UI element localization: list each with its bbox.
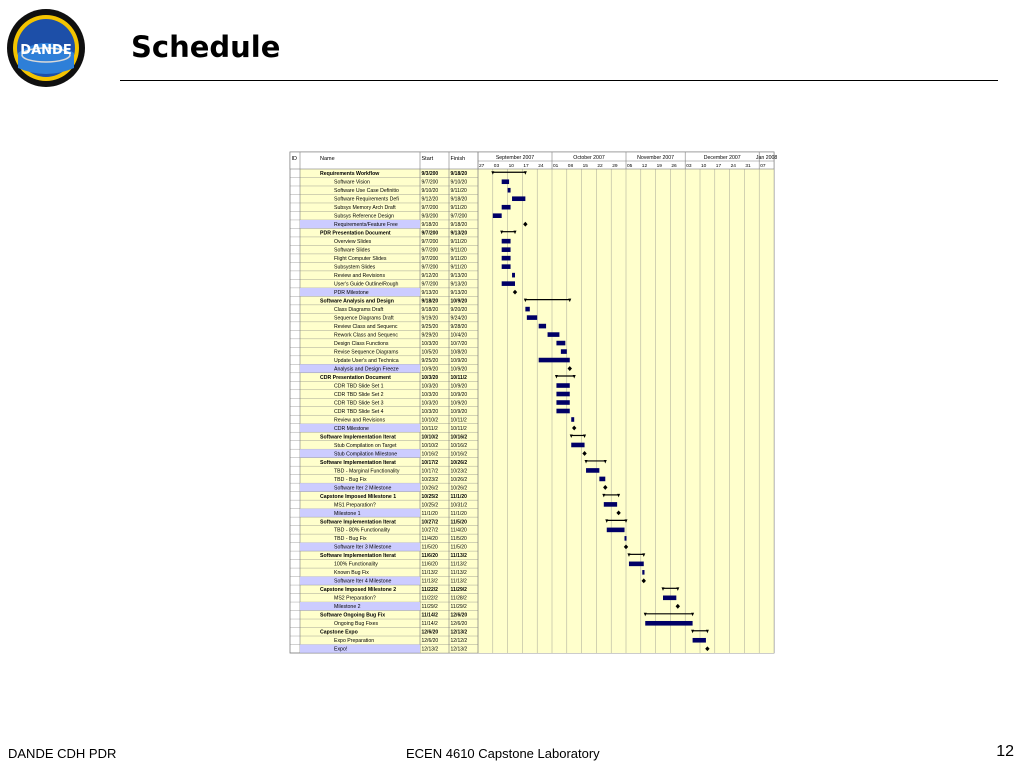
task-bar	[561, 349, 567, 354]
task-finish: 9/11/20	[450, 239, 467, 246]
task-name: Software Implementation Iterat	[320, 434, 396, 441]
task-start: 11/1/20	[421, 510, 438, 517]
task-start: 10/26/2	[421, 485, 439, 492]
task-finish: 11/13/2	[450, 553, 467, 560]
title-divider	[120, 80, 998, 81]
slide-title: Schedule	[131, 30, 281, 64]
task-bar	[556, 341, 565, 346]
task-start: 11/6/20	[421, 561, 438, 568]
task-name: MS2 Preparation?	[334, 595, 376, 602]
task-bar	[645, 621, 692, 626]
task-start: 10/27/2	[421, 527, 439, 534]
task-finish: 11/5/20	[450, 544, 467, 551]
task-bar	[693, 638, 706, 643]
task-name: CDR TBD Slide Set 2	[334, 391, 384, 398]
task-finish: 12/6/20	[450, 621, 468, 628]
task-finish: 10/23/2	[450, 468, 468, 475]
task-finish: 10/9/20	[450, 408, 468, 415]
task-start: 9/18/20	[421, 298, 439, 305]
task-start: 9/7/200	[421, 179, 439, 186]
task-name: Revise Sequence Diagrams	[334, 349, 399, 356]
task-name: Software Requirements Defi	[334, 196, 399, 203]
gantt-chart	[290, 152, 778, 653]
task-name: Subsys Reference Design	[334, 213, 394, 220]
task-start: 9/19/20	[421, 315, 439, 322]
footer-lab-name: ECEN 4610 Capstone Laboratory	[406, 746, 600, 761]
task-finish: 12/13/2	[450, 629, 468, 636]
task-finish: 11/28/2	[450, 595, 467, 602]
task-finish: 9/13/20	[450, 289, 468, 296]
task-bar	[556, 400, 569, 405]
task-finish: 10/11/2	[450, 425, 467, 432]
task-finish: 10/9/20	[450, 391, 468, 398]
task-finish: 9/10/20	[450, 179, 468, 186]
task-start: 12/6/20	[421, 638, 439, 645]
task-name: CDR Milestone	[334, 425, 369, 432]
task-start: 10/23/2	[421, 476, 439, 483]
task-name: Review and Revisions	[334, 273, 386, 280]
task-name: Review and Revisions	[334, 417, 386, 424]
task-finish: 12/6/20	[450, 612, 468, 619]
task-start: 11/14/2	[421, 621, 438, 628]
task-bar	[508, 188, 511, 193]
task-bar	[527, 315, 537, 320]
week-label: 03	[493, 164, 500, 169]
task-finish: 9/11/20	[450, 247, 467, 254]
task-finish: 9/24/20	[450, 315, 468, 322]
task-start: 9/13/20	[421, 289, 439, 296]
task-name: Software Implementation Iterat	[320, 553, 396, 560]
task-start: 11/4/20	[421, 536, 438, 543]
task-start: 9/29/20	[421, 332, 439, 339]
task-finish: 11/4/20	[450, 527, 467, 534]
task-finish: 10/8/20	[450, 349, 468, 356]
task-start: 10/25/2	[421, 493, 439, 500]
month-label: December 2007	[703, 155, 741, 161]
task-finish: 9/13/20	[450, 281, 468, 288]
task-name: Milestone 2	[334, 604, 361, 611]
task-finish: 10/9/20	[450, 298, 468, 305]
task-finish: 9/11/20	[450, 256, 467, 263]
task-start: 9/3/200	[421, 213, 439, 220]
task-finish: 11/5/20	[450, 536, 467, 543]
task-finish: 9/18/20	[450, 222, 468, 229]
task-finish: 9/20/20	[450, 306, 468, 313]
task-finish: 10/16/2	[450, 451, 468, 458]
week-label: 24	[730, 164, 736, 169]
task-name: Subsystem Slides	[334, 264, 376, 271]
task-bar	[502, 281, 515, 286]
task-bar	[571, 417, 574, 422]
task-name: Sequence Diagrams Draft	[334, 315, 394, 322]
task-start: 11/22/2	[421, 595, 438, 602]
task-bar	[586, 468, 599, 473]
task-start: 9/25/20	[421, 357, 439, 364]
task-bar	[599, 477, 605, 482]
week-label: 27	[479, 164, 485, 169]
task-start: 11/29/2	[421, 604, 438, 611]
task-start: 10/17/2	[421, 459, 439, 466]
task-bar	[625, 536, 627, 541]
task-bar	[642, 570, 644, 575]
task-start: 9/3/200	[421, 171, 439, 178]
task-name: TBD - 80% Functionality	[334, 527, 390, 534]
task-start: 9/18/20	[421, 306, 439, 313]
task-finish: 12/13/2	[450, 646, 468, 653]
logo-text: DANDE	[20, 43, 72, 58]
task-name: Design Class Functions	[334, 340, 389, 347]
task-finish: 9/11/20	[450, 205, 467, 212]
task-start: 11/22/2	[421, 587, 438, 594]
task-start: 11/6/20	[421, 553, 438, 560]
header-id: ID	[291, 156, 297, 162]
task-name: CDR TBD Slide Set 1	[334, 383, 384, 390]
task-bar	[512, 273, 515, 278]
task-name: Software Use Case Definitio	[334, 188, 399, 195]
task-start: 9/18/20	[421, 222, 439, 229]
week-label: 17	[523, 164, 529, 169]
task-name: Milestone 1	[334, 510, 361, 517]
row-highlight	[300, 645, 420, 653]
task-bar	[493, 213, 502, 218]
task-start: 10/3/20	[421, 400, 439, 407]
task-finish: 10/31/2	[450, 502, 468, 509]
week-label: 12	[641, 164, 648, 169]
task-name: Overview Slides	[334, 239, 372, 246]
task-start: 10/5/20	[421, 349, 439, 356]
week-label: 24	[538, 164, 544, 169]
task-name: Ongoing Bug Fixes	[334, 621, 379, 628]
week-label: 22	[597, 164, 603, 169]
task-bar	[502, 256, 511, 261]
task-name: Flight Computer Slides	[334, 256, 387, 263]
task-start: 9/25/20	[421, 323, 439, 330]
task-start: 10/9/20	[421, 366, 439, 373]
task-name: Analysis and Design Freeze	[334, 366, 399, 373]
task-finish: 11/5/20	[450, 519, 467, 526]
week-label: 01	[553, 164, 559, 169]
week-label: 07	[760, 164, 766, 169]
task-finish: 9/11/20	[450, 188, 467, 195]
task-start: 10/27/2	[421, 519, 439, 526]
task-name: MS1 Preparation?	[334, 502, 376, 509]
task-start: 10/16/2	[421, 451, 439, 458]
month-label: November 2007	[637, 155, 675, 161]
task-start: 11/5/20	[421, 544, 438, 551]
task-finish: 11/29/2	[450, 604, 467, 611]
task-name: Software Slides	[334, 247, 371, 254]
task-name: Subsys Memory Arch Draft	[334, 205, 396, 212]
task-finish: 10/16/2	[450, 434, 468, 441]
task-finish: 10/7/20	[450, 340, 468, 347]
task-name: Software Analysis and Design	[320, 298, 394, 305]
task-name: CDR TBD Slide Set 4	[334, 408, 384, 415]
week-label: 15	[582, 164, 588, 169]
task-name: TBD - Bug Fix	[334, 476, 367, 483]
task-name: Requirements Workflow	[320, 171, 380, 178]
task-name: Software Vision	[334, 179, 370, 186]
task-bar	[663, 596, 676, 601]
task-start: 9/12/20	[421, 196, 439, 203]
task-finish: 9/13/20	[450, 273, 468, 280]
task-name: TBD - Marginal Functionality	[334, 468, 400, 475]
task-finish: 9/28/20	[450, 323, 468, 330]
week-label: 31	[745, 164, 751, 169]
task-finish: 9/18/20	[450, 196, 468, 203]
task-start: 9/7/200	[421, 239, 439, 246]
task-start: 10/3/20	[421, 374, 439, 381]
task-start: 9/7/200	[421, 247, 439, 254]
task-name: TBD - Bug Fix	[334, 536, 367, 543]
month-label: October 2007	[573, 155, 605, 161]
task-start: 10/3/20	[421, 391, 439, 398]
month-label: September 2007	[495, 155, 535, 161]
task-bar	[556, 409, 569, 414]
task-start: 12/13/2	[421, 646, 439, 653]
task-finish: 10/9/20	[450, 357, 468, 364]
task-bar	[548, 332, 560, 337]
task-start: 9/10/20	[421, 188, 439, 195]
week-label: 10	[508, 164, 514, 169]
task-finish: 10/4/20	[450, 332, 468, 339]
task-name: Requirements/Feature Free	[334, 222, 398, 229]
task-finish: 9/18/20	[450, 171, 468, 178]
task-name: Review Class and Sequenc	[334, 323, 398, 330]
task-name: Expo!	[334, 646, 348, 653]
task-finish: 10/11/2	[450, 374, 467, 381]
task-start: 11/13/2	[421, 578, 438, 585]
task-name: PDR Milestone	[334, 289, 369, 296]
task-finish: 10/26/2	[450, 476, 468, 483]
task-start: 10/3/20	[421, 383, 439, 390]
task-start: 10/25/2	[421, 502, 439, 509]
task-finish: 11/13/2	[450, 578, 467, 585]
task-start: 10/3/20	[421, 408, 439, 415]
task-bar	[502, 239, 511, 244]
task-bar	[502, 247, 511, 252]
task-bar	[629, 562, 644, 567]
page-number: 12	[996, 743, 1014, 760]
task-start: 10/3/20	[421, 340, 439, 347]
task-finish: 10/16/2	[450, 442, 468, 449]
task-name: Software Implementation Iterat	[320, 519, 396, 526]
week-label: 03	[686, 164, 692, 169]
task-start: 9/7/200	[421, 230, 439, 237]
task-start: 10/17/2	[421, 468, 439, 475]
task-finish: 9/7/200	[450, 213, 468, 220]
task-name: Software Iter 3 Milestone	[334, 544, 392, 551]
task-bar	[502, 264, 511, 269]
task-bar	[607, 528, 625, 533]
task-name: Update User's and Technica	[334, 357, 399, 364]
week-label: 10	[701, 164, 707, 169]
task-finish: 10/9/20	[450, 366, 468, 373]
task-name: Capstone Expo	[320, 629, 358, 636]
task-start: 9/7/200	[421, 264, 439, 271]
task-finish: 10/26/2	[450, 485, 468, 492]
task-start: 12/6/20	[421, 629, 439, 636]
week-label: 26	[671, 164, 677, 169]
task-bar	[556, 392, 569, 397]
header-start: Start	[421, 156, 434, 162]
task-name: Class Diagrams Draft	[334, 306, 384, 313]
task-bar	[539, 324, 546, 329]
task-finish: 10/9/20	[450, 400, 468, 407]
task-start: 9/7/200	[421, 205, 439, 212]
task-finish: 10/26/2	[450, 459, 468, 466]
task-finish: 12/12/2	[450, 638, 468, 645]
task-start: 11/14/2	[421, 612, 438, 619]
task-name: CDR Presentation Document	[320, 374, 391, 381]
week-label: 29	[612, 164, 618, 169]
task-name: PDR Presentation Document	[320, 230, 391, 237]
footer-course-title: DANDE CDH PDR	[8, 746, 117, 761]
task-bar	[502, 179, 509, 184]
task-start: 11/13/2	[421, 570, 438, 577]
task-finish: 9/13/20	[450, 230, 468, 237]
task-finish: 10/9/20	[450, 383, 468, 390]
week-label: 17	[715, 164, 722, 169]
task-name: 100% Functionality	[334, 561, 378, 568]
task-bar	[604, 502, 617, 507]
task-finish: 11/1/20	[450, 510, 467, 517]
task-finish: 11/29/2	[450, 587, 467, 594]
task-bar	[556, 383, 569, 388]
task-name: Expo Preparation	[334, 638, 375, 645]
task-finish: 11/1/20	[450, 493, 467, 500]
dande-logo-icon	[6, 8, 86, 88]
header-finish: Finish	[450, 156, 466, 162]
month-label: Jan 2008	[755, 155, 778, 161]
task-bar	[502, 205, 511, 210]
task-name: Stub Compilation Milestone	[334, 451, 398, 458]
task-name: Known Bug Fix	[334, 570, 369, 577]
task-name: Rework Class and Sequenc	[334, 332, 399, 339]
week-label: 08	[567, 164, 574, 169]
task-finish: 11/13/2	[450, 570, 467, 577]
task-name: User's Guide Outline/Rough	[334, 281, 399, 288]
task-start: 9/12/20	[421, 273, 439, 280]
task-name: Software Iter 2 Milestone	[334, 485, 392, 492]
task-start: 10/10/2	[421, 442, 439, 449]
task-bar	[512, 196, 525, 201]
task-bar	[539, 358, 570, 363]
task-start: 9/7/200	[421, 256, 439, 263]
task-bar	[525, 307, 529, 312]
header-name: Name	[320, 156, 335, 162]
task-name: Capstone Imposed Milestone 2	[320, 587, 397, 594]
task-start: 10/10/2	[421, 434, 439, 441]
task-finish: 10/11/2	[450, 417, 467, 424]
task-name: CDR TBD Slide Set 3	[334, 400, 384, 407]
task-bar	[571, 443, 584, 448]
task-start: 9/7/200	[421, 281, 439, 288]
week-label: 05	[627, 164, 633, 169]
task-finish: 11/13/2	[450, 561, 467, 568]
week-label: 19	[656, 164, 662, 169]
task-name: Software Ongoing Bug Fix	[320, 612, 386, 619]
task-finish: 9/11/20	[450, 264, 467, 271]
task-name: Capstone Imposed Milestone 1	[320, 493, 397, 500]
task-name: Stub Compilation on Target	[334, 442, 397, 449]
task-name: Software Implementation Iterat	[320, 459, 396, 466]
task-name: Software Iter 4 Milestone	[334, 578, 392, 585]
task-start: 10/10/2	[421, 417, 439, 424]
task-start: 10/11/2	[421, 425, 438, 432]
